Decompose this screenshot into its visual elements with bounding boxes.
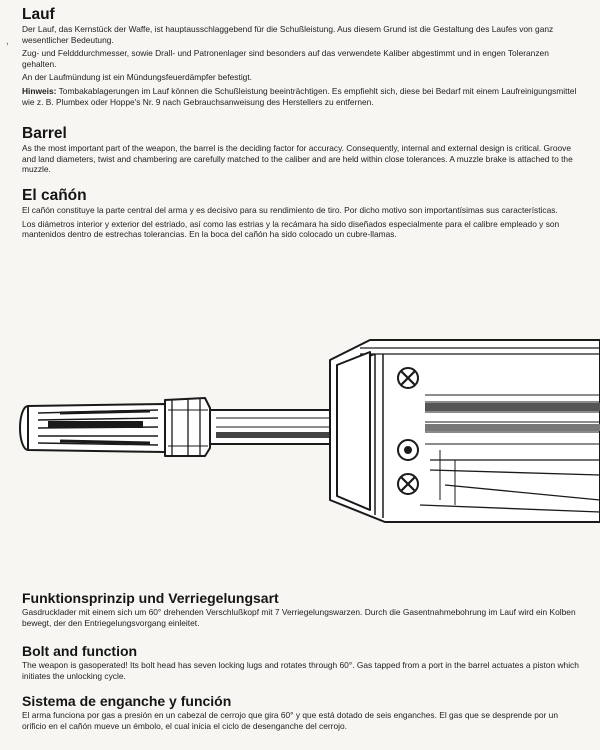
- heading-bolt: Bolt and function: [22, 643, 138, 659]
- lauf-paragraph-1: Der Lauf, das Kernstück der Waffe, ist hauptausschlaggebend für die Schußleistung. Aus diesem Grund ist die Gestaltung des Laufes von ganz wesentlicher Bedeutung.: [22, 24, 554, 45]
- canon-paragraph-1: El cañón constituye la parte central del arma y es decisivo para su rendimiento de tiro. Por dicho motivo son importantísimas sus características.: [22, 205, 558, 215]
- heading-canon: El cañón: [22, 187, 87, 204]
- section-lauf: [22, 6, 582, 110]
- heading-funktion: Funktionsprinzip und Verriegelungsart: [22, 590, 279, 606]
- heading-barrel: Barrel: [22, 125, 67, 142]
- canon-paragraph-2: Los diámetros interior y exterior del estriado, así como las estrias y la recámara ha sido diseñados especialmente para el calibre empleado y son mantenidos dentro de estrechas tolerancias. En la boca del cañón ha sido colocado un cubre-llamas.: [22, 218, 560, 240]
- receiver-housing: [330, 340, 600, 522]
- muzzle-brake: [20, 398, 210, 456]
- section-bolt: [22, 643, 582, 684]
- margin-mark: ,: [6, 36, 9, 47]
- hint-label: Hinweis:: [22, 85, 57, 96]
- bolt-paragraph-1: The weapon is gasoperated! Its bolt head has seven locking lugs and rotates through 60°. Gas tapped from a port in the barrel actuates a piston which initiates the unlocking cycle.: [22, 660, 579, 681]
- funktion-paragraph-1: Gasdrucklader mit einem sich um 60° drehenden Verschlußkopf mit 7 Verriegelungswarzen. Durch die Gasentnahmebohrung im Lauf wird ein Kolben bewegt, der den Entriegelungsvorgang einleitet.: [22, 607, 576, 628]
- barrel-illustration: [0, 300, 600, 540]
- section-canon: [22, 187, 582, 243]
- heading-lauf: Lauf: [22, 6, 55, 23]
- lauf-hint: [22, 86, 582, 107]
- section-barrel: [22, 125, 582, 178]
- sistema-paragraph-1: El arma funciona por gas a presión en un cabezal de cerrojo que gira 60° y que está dotado de seis enganches. El gas que se desprende por un orificio en el cañón mueve un émbolo, el cual inicia el ciclo de desenganche del cerrojo.: [22, 710, 558, 731]
- section-funktion: [22, 590, 582, 631]
- lauf-paragraph-2: Zug- und Feldddurchmesser, sowie Drall- und Patronenlager sind besonders auf das verwendete Kaliber abgestimmt und in engen Toleranzen gehalten.: [22, 48, 549, 69]
- hint-text: Tombakablagerungen im Lauf können die Schußleistung beeinträchtigen. Es empfiehlt sich, diese bei Bedarf mit einem Laufreinigungsmittel wie z. B. Plumbex oder Hoppe's Nr. 9 nach Gebrauchsanweisung des Herstellers zu entfernen.: [22, 85, 577, 107]
- barrel-paragraph-1: As the most important part of the weapon, the barrel is the deciding factor for accuracy. Consequently, internal and external design is critical. Groove and land diameters, twist and chambering are carefully matched to the caliber and are held within close tolerances. A muzzle brake is attached to the muzzle.: [22, 143, 573, 175]
- heading-sistema: Sistema de enganche y función: [22, 693, 232, 709]
- lauf-paragraph-3: An der Laufmündung ist ein Mündungsfeuerdämpfer befestigt.: [22, 72, 252, 83]
- section-sistema: [22, 693, 582, 734]
